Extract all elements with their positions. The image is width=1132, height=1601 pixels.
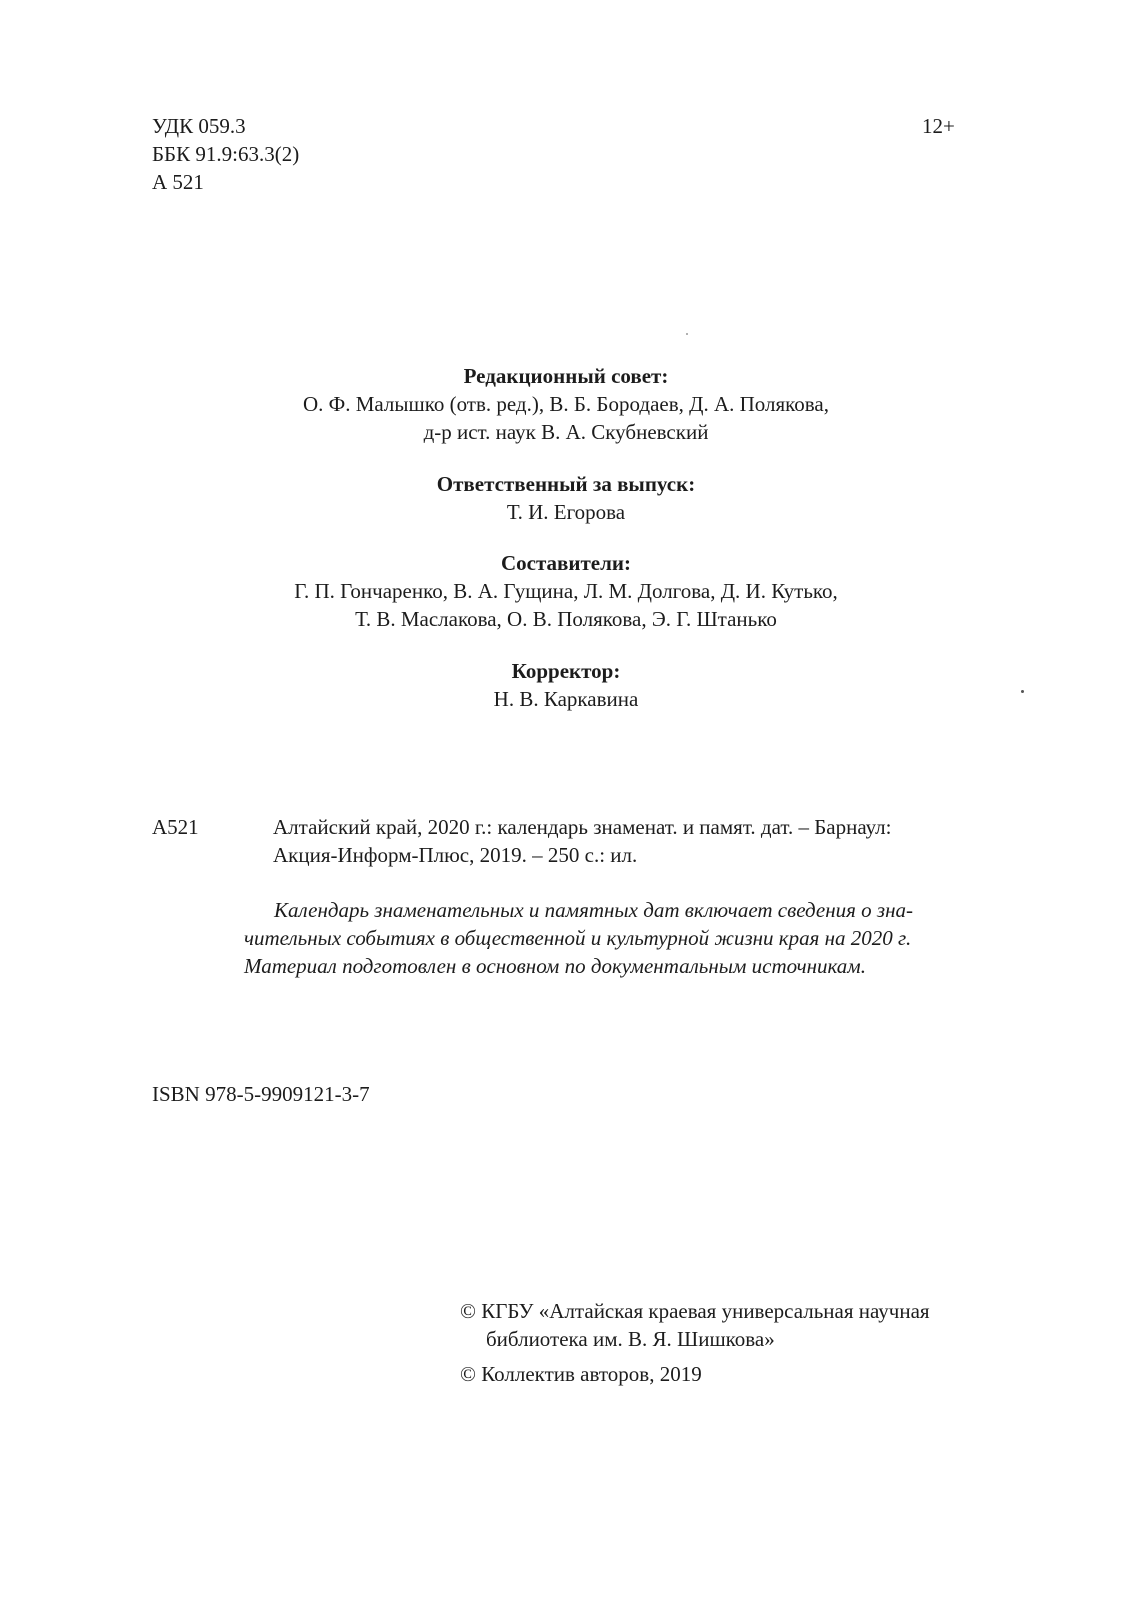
- bibliographic-line: Акция-Информ-Плюс, 2019. – 250 с.: ил.: [273, 843, 638, 867]
- isbn: ISBN 978-5-9909121-3-7: [152, 1082, 370, 1106]
- bibliographic-mark: А521: [152, 815, 199, 839]
- editorial-board-line: д-р ист. наук В. А. Скубневский: [423, 420, 709, 444]
- copyright-library: © КГБУ «Алтайская краевая универсальная научная: [460, 1299, 930, 1323]
- scan-speck: [1021, 690, 1024, 693]
- udk-code: УДК 059.3: [152, 114, 246, 138]
- responsible-name: Т. И. Егорова: [506, 500, 626, 524]
- compilers-line: Т. В. Маслакова, О. В. Полякова, Э. Г. Штанько: [355, 607, 777, 631]
- scan-speck: [686, 333, 688, 335]
- responsible-heading: Ответственный за выпуск:: [436, 472, 696, 496]
- age-rating: 12+: [922, 114, 955, 138]
- annotation-line: чительных событиях в общественной и культурной жизни края на 2020 г.: [244, 926, 912, 950]
- bibliographic-line: Алтайский край, 2020 г.: календарь знаменат. и памят. дат. – Барнаул:: [273, 815, 892, 839]
- editorial-board-heading: Редакционный совет:: [463, 364, 669, 388]
- editorial-board-line: О. Ф. Малышко (отв. ред.), В. Б. Бородаев, Д. А. Полякова,: [303, 392, 829, 416]
- compilers-heading: Составители:: [500, 551, 631, 575]
- annotation-line: Материал подготовлен в основном по документальным источникам.: [244, 954, 866, 978]
- bbk-code: ББК 91.9:63.3(2): [152, 142, 300, 166]
- copyright-library: библиотека им. В. Я. Шишкова»: [486, 1327, 775, 1351]
- author-mark: А 521: [152, 170, 204, 194]
- annotation-line: Календарь знаменательных и памятных дат включает сведения о зна-: [274, 898, 914, 922]
- copyright-authors: © Коллектив авторов, 2019: [460, 1362, 702, 1386]
- compilers-line: Г. П. Гончаренко, В. А. Гущина, Л. М. Долгова, Д. И. Кутько,: [294, 579, 838, 603]
- proofreader-name: Н. В. Каркавина: [493, 687, 639, 711]
- proofreader-heading: Корректор:: [511, 659, 621, 683]
